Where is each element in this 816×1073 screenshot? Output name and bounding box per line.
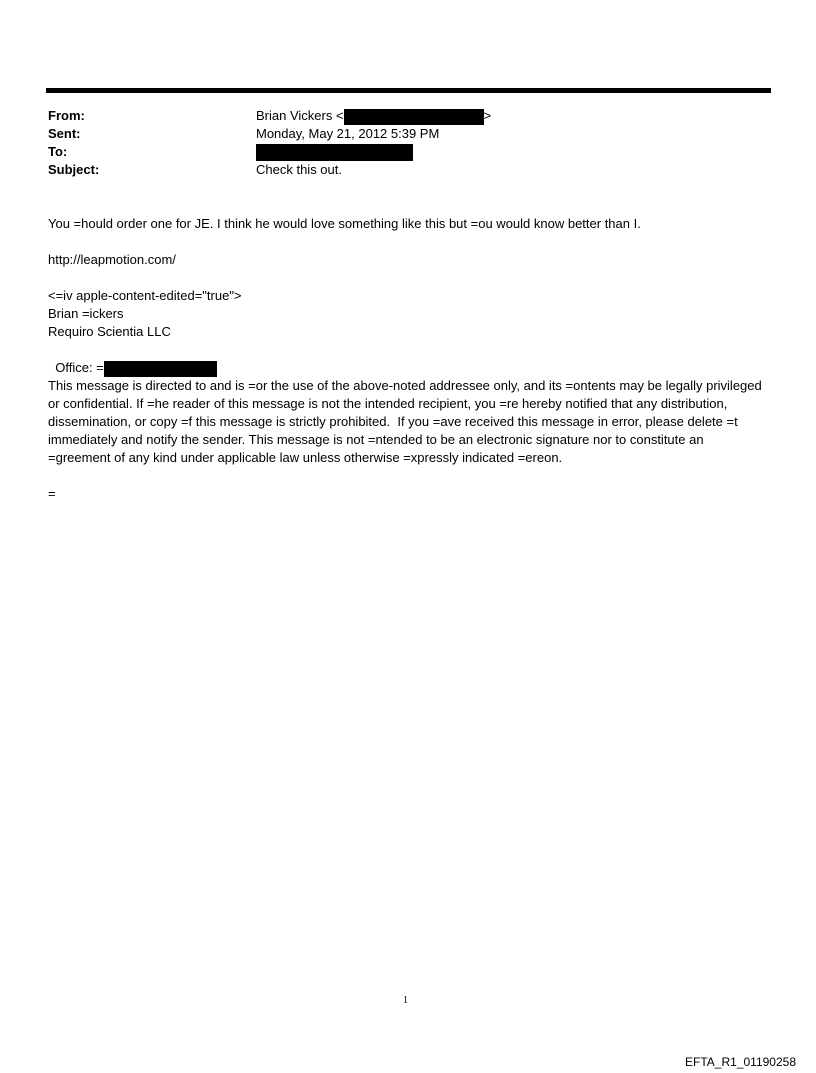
redaction-block [256,144,413,161]
from-name: Brian Vickers < [256,108,344,123]
to-value [256,143,413,161]
message-line: You =hould order one for JE. I think he would love something like this but =ou would know better than I. [48,216,641,231]
document-id: EFTA_R1_01190258 [685,1055,796,1069]
sent-label: Sent: [48,126,81,141]
message-link: http://leapmotion.com/ [48,252,176,267]
page-number: 1 [403,995,408,1006]
to-label: To: [48,144,68,159]
signature-office-label: Office: = [55,360,104,375]
message-trailer: = [48,486,56,501]
header-rule [46,88,771,93]
from-label: From: [48,108,85,123]
signature-office [48,341,768,377]
sent-value: Monday, May 21, 2012 5:39 PM [256,126,440,141]
from-close: > [483,108,492,123]
subject-label: Subject: [48,162,100,177]
redaction-block [104,361,217,377]
subject-value: Check this out. [256,162,342,177]
from-value [256,107,491,125]
redaction-block [344,109,484,125]
signature-company: Requiro Scientia LLC [48,324,171,339]
signature-tag: <=iv apple-content-edited="true"> [48,288,242,303]
signature-name: Brian =ickers [48,306,124,321]
disclaimer: This message is directed to and is =or the use of the above-noted addressee only, and its =ontents may be legally privileged or confidential. If =he reader of this message is not the intended recipient, you =re hereby notified that any distribution, dissemination, or copy =f this message is strictly prohibited. If you =ave received this message in error, please delete =t immediately and notify the sender. This message is not =ntended to be an electronic signature nor to constitute an =greement of any kind under applicable law unless otherwise =xpressly indicated =ereon. [48,378,766,465]
